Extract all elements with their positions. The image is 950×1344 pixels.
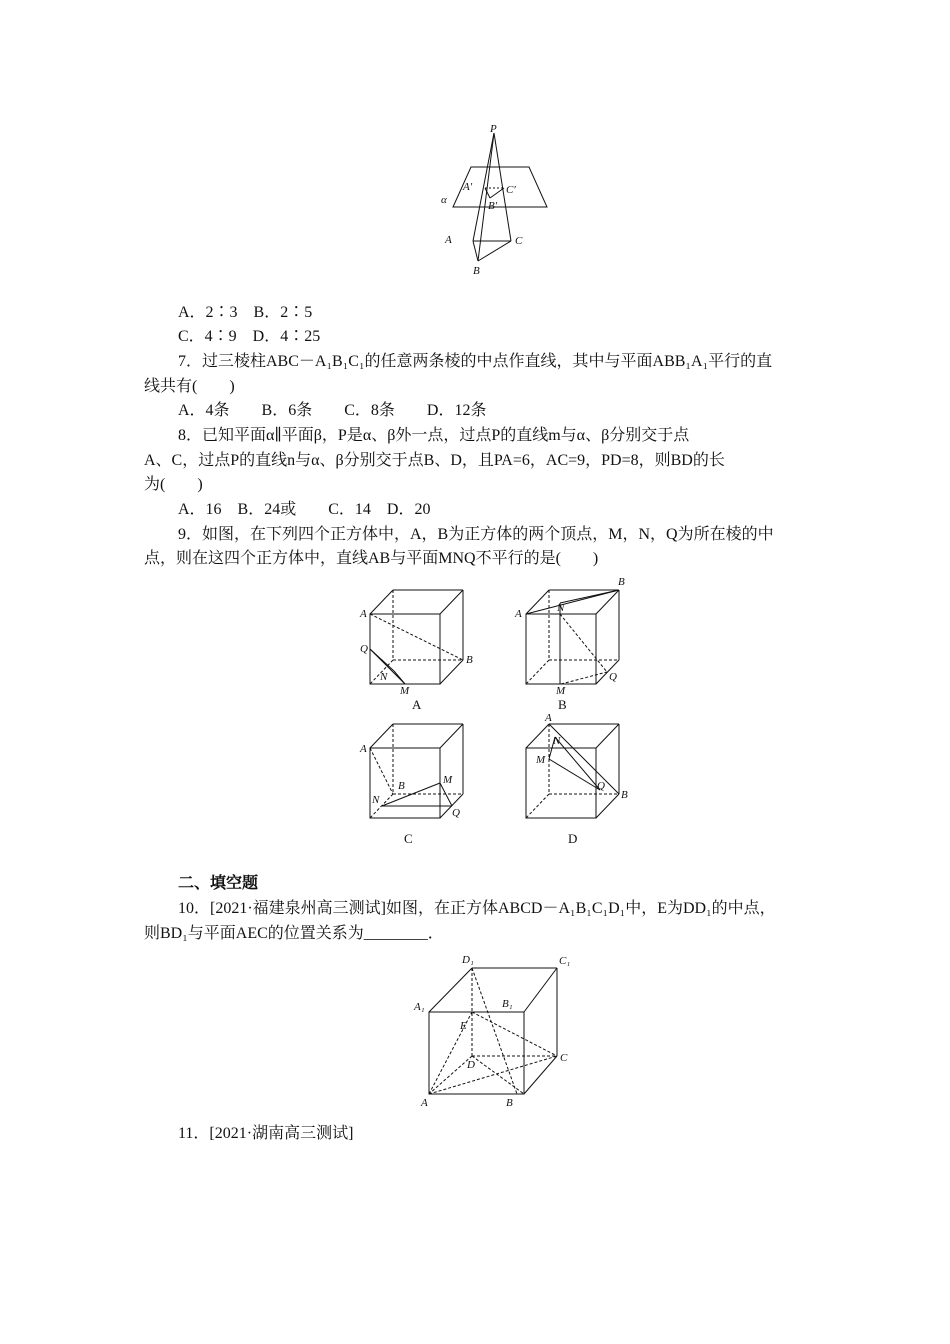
q8-options: A．16 B．24或 C．14 D．20 <box>178 501 431 518</box>
cube-a-label-Q: Q <box>360 643 368 655</box>
cube-a <box>370 590 463 684</box>
q10-line2: 则BD₁与平面AEC的位置关系为________． <box>144 925 444 942</box>
label-P: P <box>490 123 497 135</box>
cube-b-label-M: M <box>556 685 566 697</box>
cube-a-label-N: N <box>380 671 388 683</box>
label-C: C <box>515 235 523 247</box>
cube-a-caption: A <box>412 697 422 712</box>
cube-d <box>526 724 619 818</box>
label-B1: B₁ <box>502 998 513 1010</box>
label-B: B <box>473 265 480 277</box>
cube-a-label-A: A <box>360 608 367 620</box>
cube-d-label-A: A <box>545 712 552 724</box>
cube-b-caption: B <box>558 697 567 712</box>
q6-options-row2: C．4∶9 D．4∶25 <box>178 328 321 345</box>
cube-figures <box>350 570 640 860</box>
label-E: E <box>460 1020 467 1032</box>
q8-line2: A、C，过点P的直线n与α、β分别交于点B、D，且PA=6，AC=9，PD=8，则BD的长 <box>144 452 725 469</box>
label-C-prime: C′ <box>506 184 516 196</box>
q11-line1: 11．[2021·湖南高三测试] <box>178 1125 354 1142</box>
cube-a-label-M: M <box>400 685 410 697</box>
cube-c-label-A: A <box>360 743 367 755</box>
cube-d-label-N: N <box>553 735 561 747</box>
cube-b <box>526 590 619 684</box>
q9-line2: 点，则在这四个正方体中，直线AB与平面MNQ不平行的是( ) <box>144 550 599 567</box>
label-alpha: α <box>441 194 447 206</box>
label-D: D <box>467 1059 475 1071</box>
q6-options-row1: A．2∶3 B．2∶5 <box>178 304 313 321</box>
cube-a-label-B: B <box>466 654 473 666</box>
cube-c <box>370 724 463 818</box>
cube-b-label-N: N <box>557 602 565 614</box>
cube-b-label-Q: Q <box>609 671 617 683</box>
section2-title: 二、填空题 <box>178 875 259 892</box>
q7-options: A．4条 B．6条 C．8条 D．12条 <box>178 402 487 419</box>
cube-d-label-M: M <box>536 754 546 766</box>
pyramid-plane-figure <box>425 120 565 280</box>
cube-c-caption: C <box>404 831 413 846</box>
label-B: B <box>506 1097 513 1109</box>
label-A: A <box>421 1097 428 1109</box>
label-A1: A₁ <box>414 1001 425 1013</box>
q7-line2: 线共有( ) <box>144 378 235 395</box>
cube-d-caption: D <box>568 831 578 846</box>
q7-line1: 7．过三棱柱ABC－A₁B₁C₁的任意两条棱的中点作直线，其中与平面ABB₁A₁平行的直 <box>178 353 773 370</box>
cube-d-label-Q: Q <box>597 780 605 792</box>
label-C: C <box>560 1052 568 1064</box>
cube-c-label-Q: Q <box>452 807 460 819</box>
q8-line3: 为( ) <box>144 476 203 493</box>
q9-line1: 9．如图，在下列四个正方体中，A，B为正方体的两个顶点，M，N，Q为所在棱的中 <box>178 526 774 543</box>
cube-c-label-N: N <box>372 794 380 806</box>
cube-c-label-M: M <box>443 774 453 786</box>
label-B-prime: B′ <box>488 200 498 212</box>
cube-abcd-figure <box>405 948 585 1113</box>
cube-b-label-B: B <box>618 576 625 588</box>
label-D1: D₁ <box>462 954 474 966</box>
cube-c-label-B: B <box>398 780 405 792</box>
q10-line1: 10．[2021·福建泉州高三测试]如图，在正方体ABCD－A₁B₁C₁D₁中，E为DD₁的中点， <box>178 900 776 917</box>
cube-d-label-B: B <box>621 789 628 801</box>
q8-line1: 8．已知平面α∥平面β，P是α、β外一点，过点P的直线m与α、β分别交于点 <box>178 427 690 444</box>
label-C1: C₁ <box>559 955 571 967</box>
label-A: A <box>445 234 452 246</box>
cube-b-label-A: A <box>515 608 522 620</box>
label-A-prime: A′ <box>463 181 473 193</box>
